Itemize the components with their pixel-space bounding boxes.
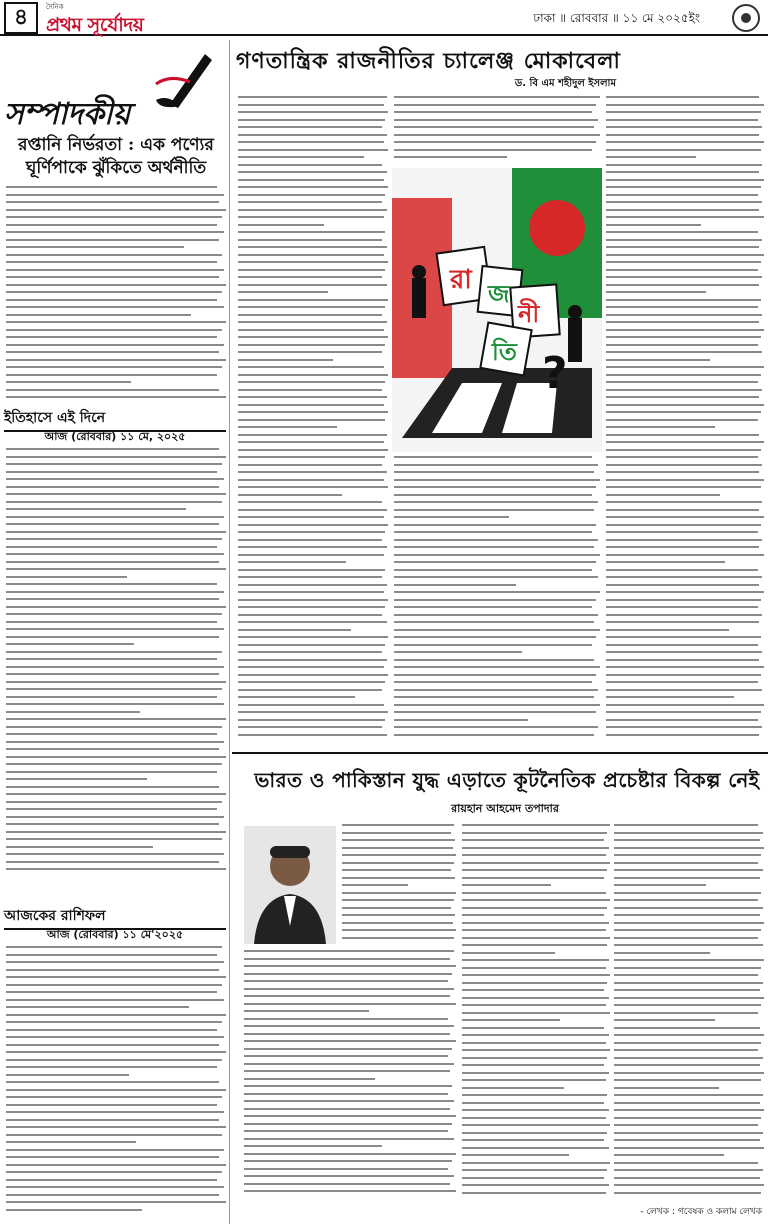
paper-name: প্রথম সূর্যোদয় [46,14,144,36]
art-letter: তি [492,338,517,366]
art-letter: জ [488,280,510,308]
editorial-column [0,40,230,1224]
article2-author: রায়হান আহমেদ তপাদার [451,802,559,815]
dateline: ঢাকা ॥ রোববার ॥ ১১ মে ২০২৫ইং [533,11,700,25]
editorial-body [6,186,226,404]
article2-column [342,824,456,946]
author-note: - লেখক : গবেষক ও কলাম লেখক [640,1207,762,1217]
history-heading: ইতিহাসে এই দিনে [4,406,226,432]
article1-column [394,96,600,164]
history-date: আজ (রোববার) ১১ মে, ২০২৫ [44,430,186,443]
article2-title: ভারত ও পাকিস্তান যুদ্ধ এড়াতে কূটনৈতিক প্রচেষ্টার বিকল্প নেই [254,768,760,792]
horoscope-body [6,946,226,1222]
art-letter: রা [450,265,472,295]
politics-illustration [392,168,602,452]
article1-column [238,96,388,748]
paper-tagline: দৈনিক [46,3,64,11]
horoscope-date: আজ (রোববার) ১১ মে'২০২৫ [46,928,184,941]
author-photo [244,826,336,944]
editorial-logo: সম্পাদকীয় [4,97,131,132]
art-letter: নী [518,300,540,328]
svg-text:?: ? [542,348,568,399]
article1-column [394,456,600,748]
emblem-icon [732,4,760,32]
article1-title: গণতান্ত্রিক রাজনীতির চ্যালেঞ্জ মোকাবেলা [236,49,621,74]
article2-column [462,824,610,1200]
article2-column [244,950,456,1200]
history-body [6,448,226,876]
headline-line: রপ্তানি নির্ভরতা : এক পণ্যের [18,135,214,155]
article-divider [232,752,768,754]
article2-column [614,824,764,1200]
pen-hand-icon [150,44,220,114]
page-number: ৪ [4,2,38,34]
horoscope-heading: আজকের রাশিফল [4,904,226,930]
masthead [0,0,768,36]
article1-column [606,96,764,748]
editorial-headline [6,134,226,180]
headline-line: ঘূর্ণিপাকে ঝুঁকিতে অর্থনীতি [25,158,207,178]
article1-author: ড. বি এম শহীদুল ইসলাম [514,78,616,89]
